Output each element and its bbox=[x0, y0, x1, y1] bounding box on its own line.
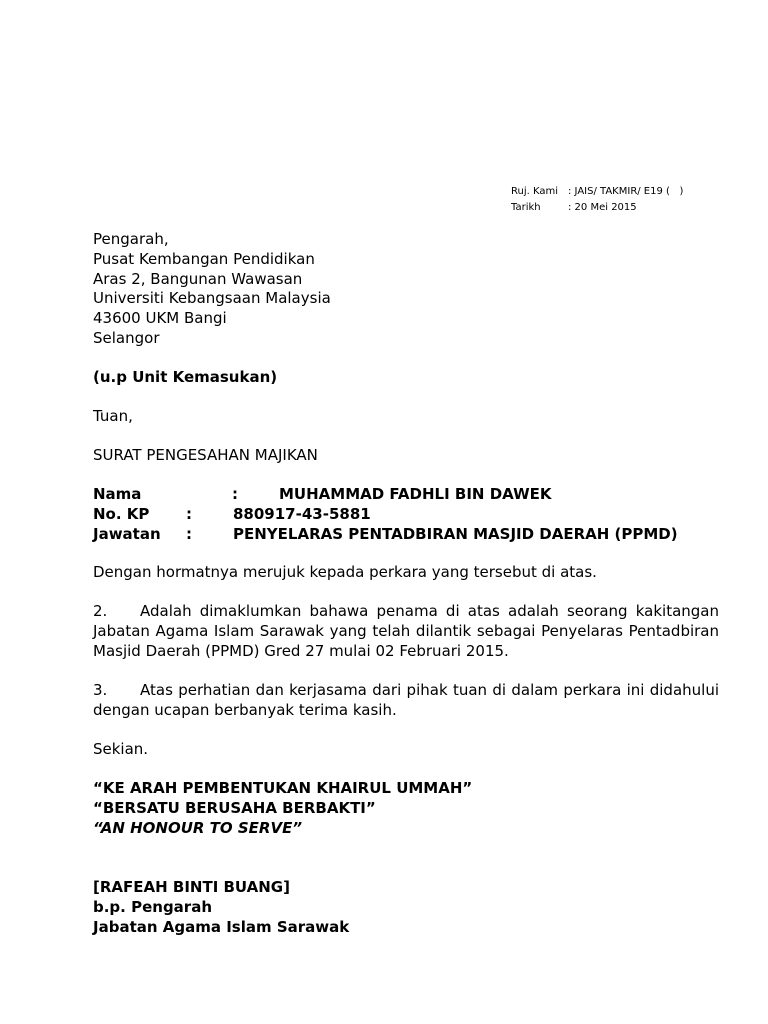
reference-block bbox=[511, 184, 683, 216]
attention-line: (u.p Unit Kemasukan) bbox=[93, 368, 278, 386]
nama-label: Nama bbox=[93, 485, 142, 503]
reference-row bbox=[511, 184, 683, 200]
paragraph-3 bbox=[93, 681, 719, 721]
salutation: Tuan, bbox=[93, 407, 133, 425]
signature-block bbox=[93, 878, 719, 937]
recipient-address bbox=[93, 230, 719, 349]
closing: Sekian. bbox=[93, 740, 149, 758]
paragraph-number: 2. bbox=[93, 602, 108, 620]
signatory-department: Jabatan Agama Islam Sarawak bbox=[93, 917, 350, 936]
reference-value: : JAIS/ TAKMIR/ E19 ( ) bbox=[568, 186, 684, 197]
paragraph-intro: Dengan hormatnya merujuk kepada perkara yang tersebut di atas. bbox=[93, 563, 597, 581]
paragraph-2-text: Adalah dimaklumkan bahawa penama di atas adalah seorang kakitangan Jabatan Agama Islam Sarawak yang telah dilantik sebagai Penyelaras Pentadbiran Masjid Daerah (PPMD) Gred 27 mulai 02 Februari 2015. bbox=[93, 602, 719, 660]
address-line: Pengarah, bbox=[93, 230, 169, 248]
paragraph-3-text: Atas perhatian dan kerjasama dari pihak tuan di dalam perkara ini didahului dengan ucapan berbanyak terima kasih. bbox=[93, 681, 719, 719]
jawatan-label: Jawatan bbox=[93, 524, 161, 543]
motto-line: “AN HONOUR TO SERVE” bbox=[93, 818, 302, 837]
motto-line: “BERSATU BERUSAHA BERBAKTI” bbox=[93, 798, 376, 817]
date-value: : 20 Mei 2015 bbox=[568, 202, 637, 213]
address-line: Selangor bbox=[93, 328, 160, 347]
date-row bbox=[511, 200, 683, 216]
jawatan-colon: : bbox=[186, 524, 192, 543]
kp-value: 880917-43-5881 bbox=[233, 504, 371, 523]
address-line: Aras 2, Bangunan Wawasan bbox=[93, 269, 303, 288]
kp-colon: : bbox=[186, 504, 192, 523]
date-label: Tarikh bbox=[511, 202, 541, 213]
kp-label: No. KP bbox=[93, 504, 150, 523]
motto-line: “KE ARAH PEMBENTUKAN KHAIRUL UMMAH” bbox=[93, 779, 473, 797]
address-line: 43600 UKM Bangi bbox=[93, 309, 227, 328]
subject-heading: SURAT PENGESAHAN MAJIKAN bbox=[93, 446, 318, 464]
signatory-name: [RAFEAH BINTI BUANG] bbox=[93, 878, 290, 896]
detail-row-jawatan bbox=[93, 525, 719, 545]
jawatan-value: PENYELARAS PENTADBIRAN MASJID DAERAH (PPMD) bbox=[233, 524, 678, 543]
employee-details bbox=[93, 485, 719, 544]
nama-colon: : bbox=[232, 485, 238, 503]
address-line: Pusat Kembangan Pendidikan bbox=[93, 249, 315, 268]
detail-row-kp bbox=[93, 505, 719, 525]
paragraph-2 bbox=[93, 602, 719, 661]
address-line: Universiti Kebangsaan Malaysia bbox=[93, 289, 331, 308]
signatory-title: b.p. Pengarah bbox=[93, 897, 212, 916]
detail-row-nama bbox=[93, 485, 719, 505]
motto-block bbox=[93, 779, 719, 838]
paragraph-number: 3. bbox=[93, 681, 108, 699]
nama-value: MUHAMMAD FADHLI BIN DAWEK bbox=[279, 485, 552, 503]
reference-label: Ruj. Kami bbox=[511, 186, 559, 197]
